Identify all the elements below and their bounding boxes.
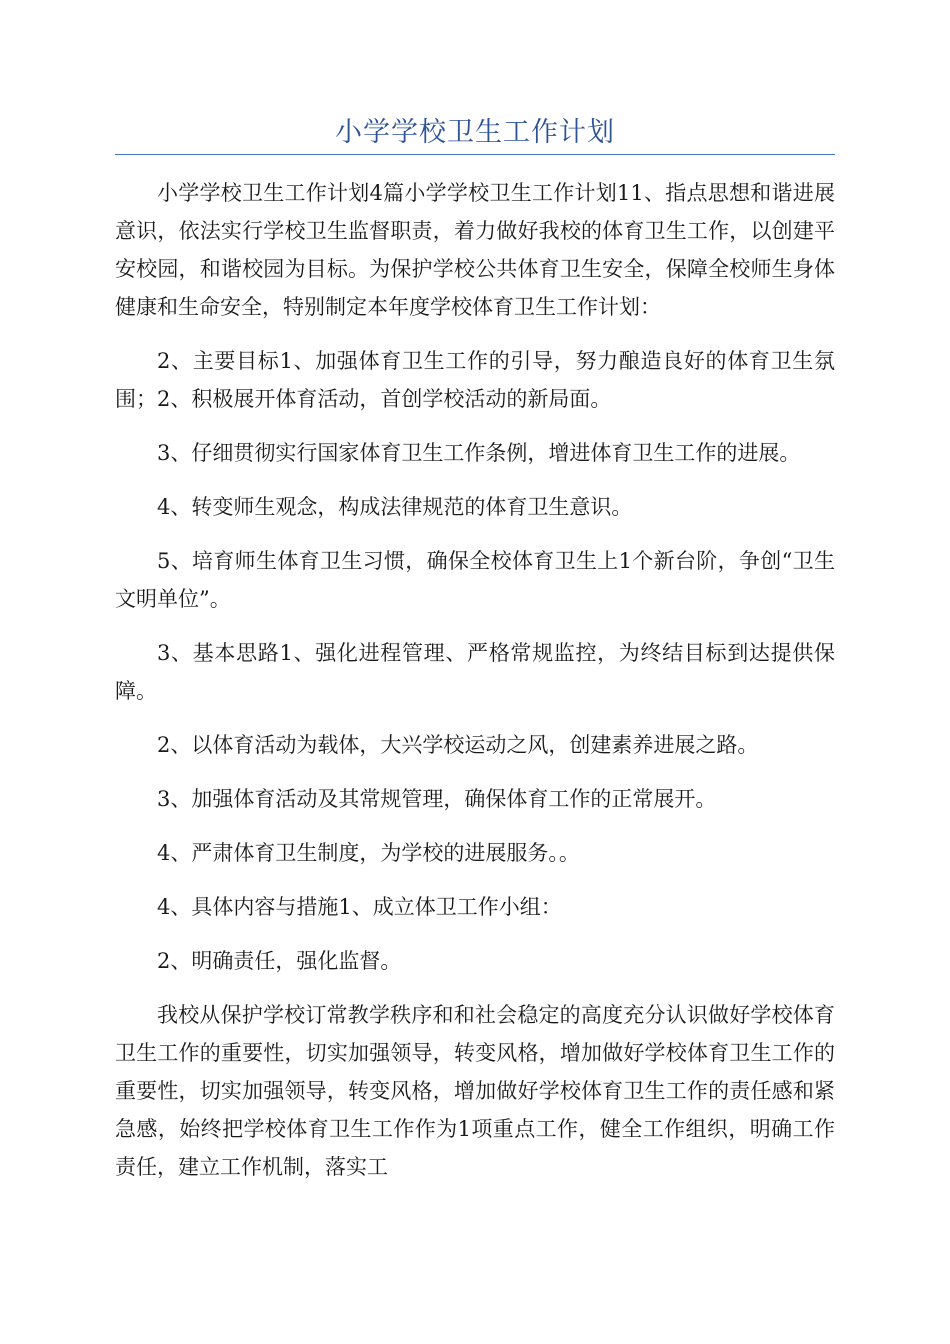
paragraph: 3、加强体育活动及其常规管理，确保体育工作的正常展开。 bbox=[157, 787, 717, 811]
paragraph: 4、具体内容与措施1、成立体卫工作小组： bbox=[157, 895, 562, 919]
paragraph: 4、转变师生观念，构成法律规范的体育卫生意识。 bbox=[157, 495, 633, 519]
paragraph: 2、以体育活动为载体，大兴学校运动之风，创建素养进展之路。 bbox=[157, 733, 759, 757]
paragraph: 我校从保护学校订常教学秩序和和社会稳定的高度充分认识做好学校体育卫生工作的重要性，切实加强领导，转变风格，增加做好学校体育卫生工作的重要性，切实加强领导，转变风格，增加做好学校体育卫生工作的责任感和紧急感，始终把学校体育卫生工作作为1项重点工作，健全工作组织，明确工作责任，建立工作机制，落实工 bbox=[115, 1003, 835, 1179]
paragraph: 2、明确责任，强化监督。 bbox=[157, 949, 402, 973]
document-body bbox=[115, 174, 835, 1202]
paragraph: 4、严肃体育卫生制度，为学校的进展服务。。 bbox=[157, 841, 580, 865]
paragraph: 3、基本思路1、强化进程管理、严格常规监控，为终结目标到达提供保障。 bbox=[115, 641, 835, 703]
paragraph: 3、仔细贯彻实行国家体育卫生工作条例，增进体育卫生工作的进展。 bbox=[157, 441, 801, 465]
paragraph: 5、培育师生体育卫生习惯，确保全校体育卫生上1个新台阶，争创“卫生文明单位”。 bbox=[115, 549, 835, 611]
paragraph: 小学学校卫生工作计划4篇小学学校卫生工作计划11、指点思想和谐进展意识，依法实行学校卫生监督职责，着力做好我校的体育卫生工作，以创建平安校园，和谐校园为目标。为保护学校公共体育卫生安全，保障全校师生身体健康和生命安全，特别制定本年度学校体育卫生工作计划： bbox=[115, 181, 835, 319]
title-underline bbox=[115, 154, 835, 155]
document-title: 小学学校卫生工作计划 bbox=[335, 117, 615, 148]
paragraph: 2、主要目标1、加强体育卫生工作的引导，努力酿造良好的体育卫生氛围；2、积极展开体育活动，首创学校活动的新局面。 bbox=[115, 349, 835, 411]
